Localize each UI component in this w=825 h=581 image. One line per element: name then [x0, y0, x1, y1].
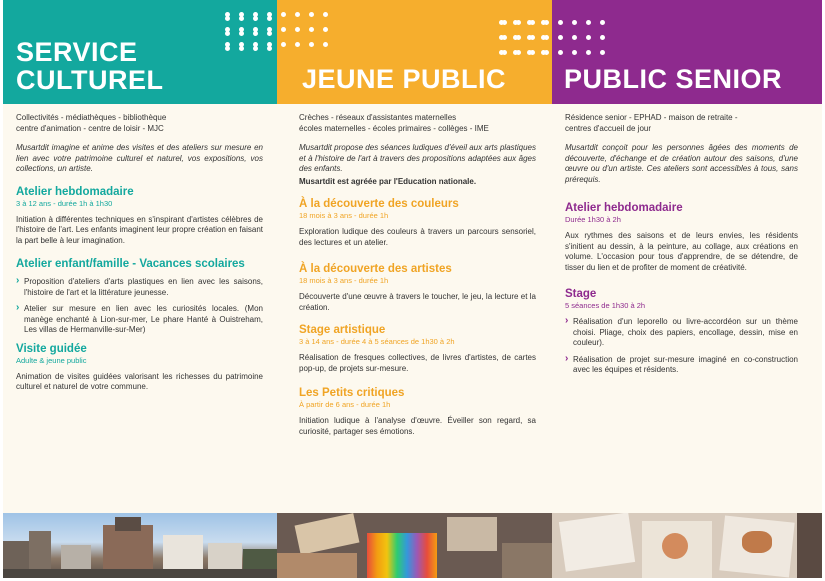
- heading-decouverte-couleurs: À la découverte des couleurs: [299, 198, 459, 210]
- subheading: 5 séances de 1h30 à 2h: [565, 301, 646, 310]
- section-body: Exploration ludique des couleurs à travers un parcours sensoriel, des lectures et un atelier.: [299, 227, 536, 247]
- content-jeune-public: [277, 104, 552, 437]
- heading-atelier-enfant-famille: Atelier enfant/famille - Vacances scolaires: [16, 258, 245, 270]
- list-item: › Proposition d'ateliers d'arts plastiques en lien avec les saisons, l'histoire de l'art et la littérature jeunesse.: [16, 277, 263, 298]
- heading-visite-guidee: Visite guidée: [16, 342, 87, 355]
- heading-petits-critiques: Les Petits critiques: [299, 387, 405, 399]
- heading-decouverte-artistes: À la découverte des artistes: [299, 263, 452, 275]
- heading-atelier-hebdomadaire: Atelier hebdomadaire: [565, 202, 683, 214]
- subheading: 18 mois à 3 ans - durée 1h: [299, 211, 389, 220]
- subheading: Durée 1h30 à 2h: [565, 215, 621, 224]
- section-body: Initiation à différentes techniques en s'inspirant d'artistes célèbres de l'histoire de l'art. Les enfants imaginent leur propre création en faisant la part belle à leur imagination.: [16, 214, 263, 245]
- photo-color-pencils: [277, 513, 552, 578]
- title-public-senior: PUBLIC SENIOR: [564, 64, 783, 94]
- column-public-senior: [552, 0, 822, 510]
- bullet-list: [565, 317, 798, 376]
- photo-seaside-villas: [3, 513, 277, 578]
- list-item: › Réalisation d'un leporello ou livre-accordéon sur un thème choisi. Pliage, choix des papiers, encollage, dessin, mise en couleur).: [565, 317, 798, 349]
- photo-strip: [3, 513, 822, 578]
- brochure-page: [3, 0, 822, 578]
- decorative-dots: [502, 20, 605, 55]
- description: Musartdit conçoit pour les personnes âgées des moments de découverte, d'échange et de création autour des saisons, d'une œuvre ou d'un artiste. Ces ateliers sont accessibles à tous, sans prérequis.: [565, 143, 798, 184]
- photo-senior-drawing: [552, 513, 822, 578]
- subheading: Adulte & jeune public: [16, 355, 87, 365]
- column-service-culturel: [3, 0, 277, 510]
- description: Musartdit propose des séances ludiques d'éveil aux arts plastiques et à l'histoire de l'art à travers des propositions adaptées aux âges des enfants.: [299, 143, 536, 173]
- heading-stage-artistique: Stage artistique: [299, 324, 386, 336]
- content-service-culturel: [3, 104, 277, 393]
- subheading: 3 à 12 ans - durée 1h à 1h30: [16, 198, 113, 208]
- section-body: Aux rythmes des saisons et de leurs envies, les résidents s'initient au dessin, à la peinture, au collage, aux créations en volume. L'occasion pour tous d'apprendre, de se détendre, de tisser du lien et de profiter de moment de créativité.: [565, 231, 798, 272]
- section-body: Réalisation de fresques collectives, de livres d'artistes, de cartes pop-up, de projets sur-mesure.: [299, 353, 536, 373]
- section-body: Découverte d'une œuvre à travers le toucher, le jeu, la lecture et la création.: [299, 292, 536, 312]
- column-jeune-public: [277, 0, 552, 510]
- title-service-culturel: SERVICE CULTUREL: [16, 37, 164, 95]
- content-public-senior: [552, 104, 822, 382]
- audience-list: Résidence senior - EPHAD - maison de retraite - centres d'accueil de jour: [565, 113, 738, 133]
- subheading: À partir de 6 ans - durée 1h: [299, 400, 391, 409]
- list-item: › Atelier sur mesure en lien avec les curiosités locales. (Mon manège enchanté à Lion-sur-mer, Le phare Hanté à Ouistreham, Les villas de Hermanville-sur-Mer): [16, 304, 263, 336]
- audience-list: Collectivités - médiathèques - bibliothèque centre d'animation - centre de loisir - MJC: [16, 113, 167, 133]
- decorative-dots: [225, 12, 328, 47]
- section-body: Initiation ludique à l'analyse d'œuvre. Éveiller son regard, sa curiosité, partager ses émotions.: [299, 416, 536, 436]
- title-jeune-public: JEUNE PUBLIC: [302, 64, 507, 94]
- audience-list: Crèches - réseaux d'assistantes maternelles écoles maternelles - écoles primaires - collèges - IME: [299, 113, 489, 133]
- description: Musartdit imagine et anime des visites et des ateliers sur mesure en lien avec votre patrimoine culturel et naturel, vos expositions, vos collections, un artiste.: [16, 143, 263, 173]
- header-band-purple: [552, 0, 822, 104]
- agreement-note: Musartdit est agréée par l'Education nationale.: [299, 176, 477, 186]
- subheading: 3 à 14 ans - durée 4 à 5 séances de 1h30 à 2h: [299, 337, 455, 346]
- list-item: › Réalisation de projet sur-mesure imaginé en co-construction avec les équipes et résidents.: [565, 355, 798, 376]
- section-body: Animation de visites guidées valorisant les richesses du patrimoine culturel et naturel de votre commune.: [16, 371, 263, 391]
- bullet-list: [16, 277, 263, 336]
- subheading: 18 mois à 3 ans - durée 1h: [299, 276, 389, 285]
- heading-atelier-hebdomadaire: Atelier hebdomadaire: [16, 185, 134, 198]
- heading-stage: Stage: [565, 288, 597, 300]
